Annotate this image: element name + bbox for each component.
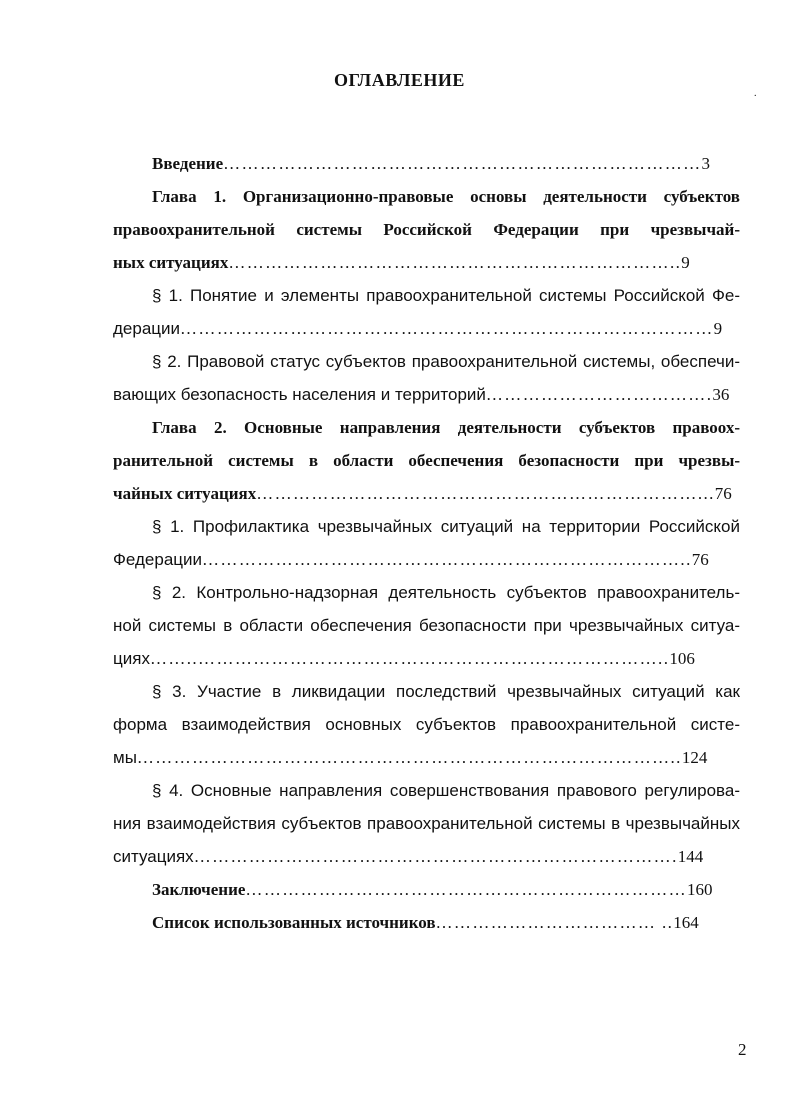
toc-entry-s1-2-line1: § 2. Правовой статус субъектов правоохранительной системы, обеспечи- [152, 352, 740, 371]
toc-page: 3 [701, 154, 711, 173]
stray-mark: . [754, 88, 757, 99]
toc-label: чайных ситуациях [113, 484, 257, 503]
toc-entry-s2-4-line2: ния взаимодействия субъектов правоохранительной системы в чрезвычайных [113, 814, 740, 833]
toc-label: ных ситуациях [113, 253, 229, 272]
page-number: 2 [738, 1040, 747, 1059]
toc-page: 124 [681, 748, 708, 767]
toc-leader: …………………………………………………………………………… [180, 319, 714, 338]
toc-leader: ………………………………. [485, 385, 713, 404]
toc-entry-s2-4-line1: § 4. Основные направления совершенствования правового регулирова- [152, 781, 740, 800]
toc-entry-s2-2-line2: ной системы в области обеспечения безопасности при чрезвычайных ситуа- [113, 616, 740, 635]
toc-entry-s2-3-line3 [113, 747, 740, 769]
toc-page: 106 [669, 649, 695, 668]
toc-label: Заключение [152, 880, 246, 899]
page-title: ОГЛАВЛЕНИЕ [334, 70, 465, 90]
toc-entry-s2-1-line2 [113, 549, 740, 571]
toc-page: 36 [712, 385, 730, 404]
toc-entry-s1-1-line1: § 1. Понятие и элементы правоохранительной системы Российской Фе- [152, 286, 740, 305]
toc-page: 144 [677, 847, 704, 866]
toc-leader: …………………………………………………………………………….. [136, 748, 682, 767]
toc-entry-ch1-line3 [113, 252, 740, 274]
toc-entry-intro [152, 153, 736, 175]
toc-leader: ……………………………………………………………… [245, 880, 688, 899]
toc-page: 76 [714, 484, 732, 503]
toc-entry-ch1-line2: правоохранительной системы Российской Федерации при чрезвычай- [113, 220, 740, 239]
toc-entry-s2-4-line3 [113, 846, 740, 868]
toc-entry-ch2-line1: Глава 2. Основные направления деятельности субъектов правоох- [152, 418, 740, 437]
toc-leader: …………………………………………………………………….. [202, 550, 692, 569]
toc-leader: ……………………………………………………………….. [228, 253, 682, 272]
toc-leader: ………………………………………………………………... [256, 484, 715, 503]
toc-leader: ……..………………………………………………………………….. [149, 649, 670, 668]
toc-entry-sources [152, 912, 740, 934]
toc-page: 9 [681, 253, 690, 272]
toc-leader: ……………………………………………………………………. [193, 847, 678, 866]
toc-label: Введение [152, 154, 224, 173]
toc-entry-s1-2-line2 [113, 384, 740, 406]
toc-entry-ch2-line2: ранительной системы в области обеспечения безопасности при чрезвы- [113, 451, 740, 470]
toc-page: 160 [687, 880, 713, 899]
toc-entry-ch1-line1: Глава 1. Организационно-правовые основы деятельности субъектов [152, 187, 740, 206]
toc-entry-ch2-line3 [113, 483, 740, 505]
toc-entry-s2-2-line1: § 2. Контрольно-надзорная деятельность субъектов правоохранитель- [152, 583, 740, 602]
toc-label: вающих безопасность населения и территорий [113, 385, 486, 404]
toc-leader: ……………………………… .. [435, 913, 674, 932]
toc-label: циях [113, 649, 150, 668]
toc-entry-s2-3-line2: форма взаимодействия основных субъектов правоохранительной систе- [113, 715, 740, 734]
toc-label: Федерации [113, 550, 203, 569]
toc-entry-s2-2-line3 [113, 648, 740, 670]
toc-entry-s2-3-line1: § 3. Участие в ликвидации последствий чрезвычайных ситуаций как [152, 682, 740, 701]
toc-page: 9 [713, 319, 723, 338]
toc-entry-s2-1-line1: § 1. Профилактика чрезвычайных ситуаций на территории Российской [152, 517, 740, 536]
toc-label: дерации [113, 319, 181, 338]
toc-label: мы [113, 748, 137, 767]
toc-entry-conclusion [152, 879, 740, 901]
toc-label: Список использованных источников [152, 913, 436, 932]
toc-page: 76 [691, 550, 709, 569]
toc-page: 164 [673, 913, 699, 932]
toc-leader: …………………………………………………………………… [223, 154, 702, 173]
toc-label: ситуациях [113, 847, 194, 866]
toc-entry-s1-1-line2 [113, 318, 740, 340]
